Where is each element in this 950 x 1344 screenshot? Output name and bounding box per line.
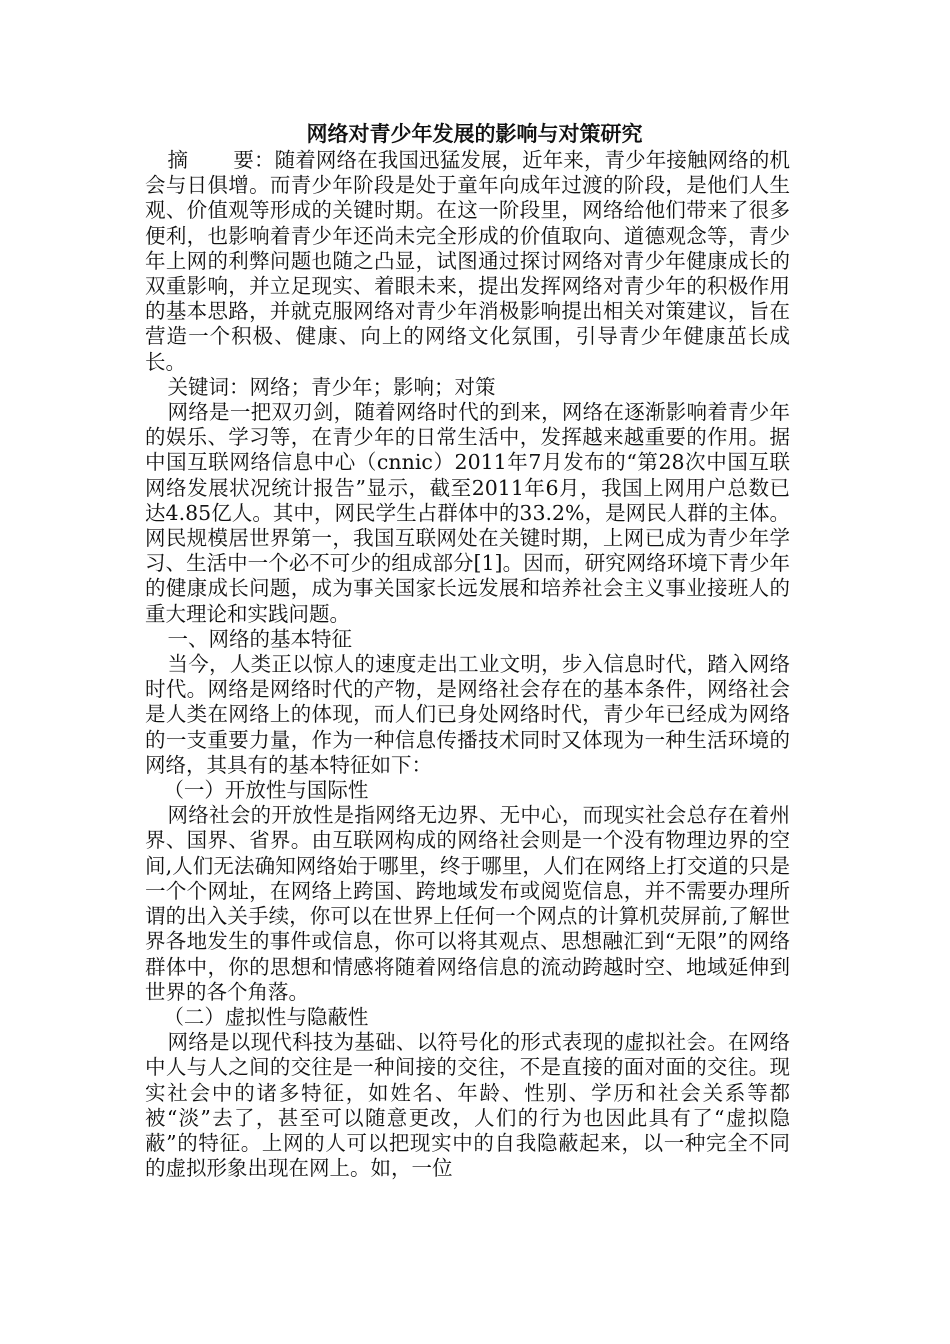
document-title: 网络对青少年发展的影响与对策研究	[306, 121, 643, 146]
abstract-paragraph	[145, 148, 790, 375]
abstract-label-part2: 要：	[233, 148, 275, 172]
section-heading-1: 一、网络的基本特征	[167, 626, 353, 651]
keywords-line: 关键词：网络；青少年；影响；对策	[167, 374, 496, 399]
abstract-label-part1: 摘	[167, 148, 189, 172]
document-page	[145, 120, 790, 1181]
intro-paragraph: 网络是一把双刃剑，随着网络时代的到来，网络在逐渐影响着青少年的娱乐、学习等，在青少年的日常生活中，发挥越来越重要的作用。据中国互联网络信息中心（cnnic）2011年7月发布的“第28次中国互联网络发展状况统计报告”显示，截至2011年6月，我国上网用户总数已达4.85亿人。其中，网民学生占群体中的33.2%，是网民人群的主体。网民规模居世界第一，我国互联网处在关键时期，上网已成为青少年学习、生活中一个必不可少的组成部分[1]。因而，研究网络环境下青少年的健康成长问题，成为事关国家长远发展和培养社会主义事业接班人的重大理论和实践问题。	[145, 400, 790, 626]
section-1-paragraph: 当今，人类正以惊人的速度走出工业文明，步入信息时代，踏入网络时代。网络是网络时代的产物，是网络社会存在的基本条件，网络社会是人类在网络上的体现，而人们已身处网络时代，青少年已经成为网络的一支重要力量，作为一种信息传播技术同时又体现为一种生活环境的网络，其具有的基本特征如下：	[145, 652, 790, 777]
subsection-heading-2: （二）虚拟性与隐蔽性	[163, 1004, 369, 1029]
subsection-2-paragraph: 网络是以现代科技为基础、以符号化的形式表现的虚拟社会。在网络中人与人之间的交往是一种间接的交往，不是直接的面对面的交往。现实社会中的诸多特征，如姓名、年龄、性别、学历和社会关系等都被“淡”去了，甚至可以随意更改，人们的行为也因此具有了“虚拟隐蔽”的特征。上网的人可以把现实中的自我隐蔽起来，以一种完全不同的虚拟形象出现在网上。如，一位	[145, 1030, 790, 1181]
subsection-1-paragraph: 网络社会的开放性是指网络无边界、无中心，而现实社会总存在着州界、国界、省界。由互联网构成的网络社会则是一个没有物理边界的空间,人们无法确知网络始于哪里，终于哪里，人们在网络上打交道的只是一个个网址，在网络上跨国、跨地域发布或阅览信息，并不需要办理所谓的出入关手续，你可以在世界上任何一个网点的计算机荧屏前,了解世界各地发生的事件或信息，你可以将其观点、思想融汇到“无限”的网络群体中，你的思想和情感将随着网络信息的流动跨越时空、地域延伸到世界的各个角落。	[145, 803, 790, 1004]
abstract-text: 随着网络在我国迅猛发展，近年来，青少年接触网络的机会与日俱增。而青少年阶段是处于童年向成年过渡的阶段，是他们人生观、价值观等形成的关键时期。在这一阶段里，网络给他们带来了很多便利，也影响着青少年还尚未完全形成的价值取向、道德观念等，青少年上网的利弊问题也随之凸显，试图通过探讨网络对青少年健康成长的双重影响，并立足现实、着眼未来，提出发挥网络对青少年的积极作用的基本思路，并就克服网络对青少年消极影响提出相关对策建议，旨在营造一个积极、健康、向上的网络文化氛围，引导青少年健康茁长成长。	[145, 148, 791, 374]
subsection-heading-1: （一）开放性与国际性	[163, 778, 369, 803]
abstract-label	[168, 148, 275, 172]
